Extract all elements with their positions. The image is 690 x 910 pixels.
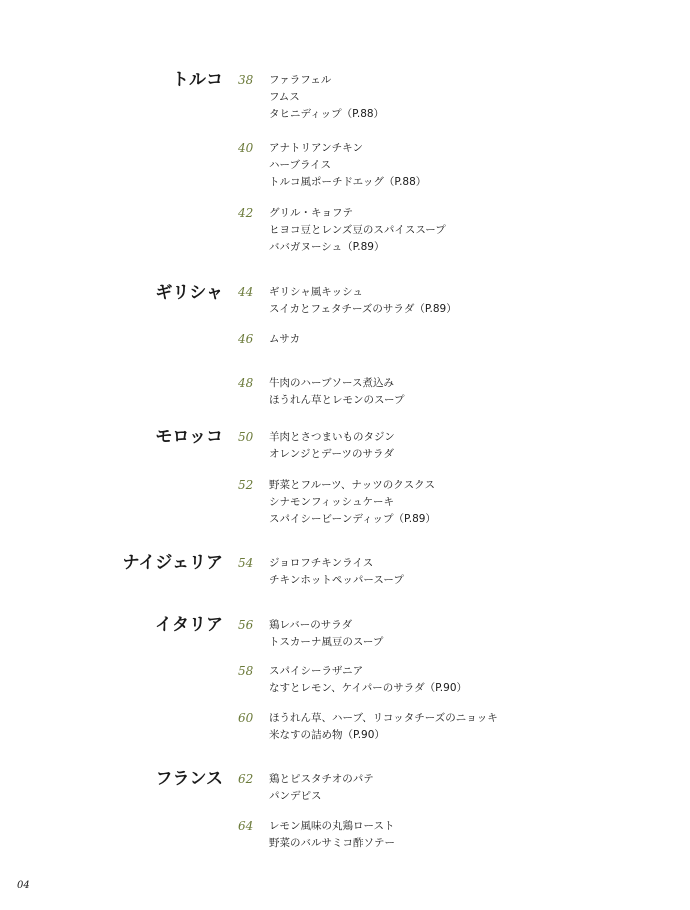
recipe-item: 米なすの詰め物（P.90）	[269, 729, 385, 741]
recipe-item: 野菜とフルーツ、ナッツのクスクス	[269, 479, 436, 491]
recipe-item: なすとレモン、ケイパーのサラダ（P.90）	[269, 682, 468, 694]
recipe-item: スイカとフェタチーズのサラダ（P.89）	[269, 303, 457, 315]
country-heading-greece: ギリシャ	[155, 283, 223, 303]
recipe-item: スパイシービーンディップ（P.89）	[269, 513, 436, 525]
recipe-item: スパイシーラザニア	[269, 665, 364, 677]
recipe-item: 牛肉のハーブソース煮込み	[269, 377, 394, 389]
recipe-item: アナトリアンチキン	[269, 142, 363, 154]
page-number: 62	[238, 772, 254, 786]
country-heading-turkey: トルコ	[172, 70, 223, 90]
page-number: 48	[238, 376, 254, 390]
country-heading-italy: イタリア	[155, 615, 223, 635]
recipe-item: フムス	[269, 91, 300, 103]
recipe-item: ヒヨコ豆とレンズ豆のスパイススープ	[269, 224, 446, 236]
recipe-item: ほうれん草とレモンのスープ	[269, 394, 405, 406]
page-number: 64	[238, 819, 254, 833]
recipe-item: トルコ風ポーチドエッグ（P.88）	[269, 176, 427, 188]
recipe-item: 鶏とピスタチオのパテ	[269, 773, 374, 785]
recipe-item: オレンジとデーツのサラダ	[269, 448, 394, 460]
page-number: 54	[238, 556, 254, 570]
page-number: 60	[238, 711, 254, 725]
recipe-item: ムサカ	[269, 333, 301, 345]
recipe-item: ジョロフチキンライス	[269, 557, 374, 569]
recipe-item: レモン風味の丸鶏ロースト	[269, 820, 395, 832]
recipe-item: 野菜のバルサミコ酢ソテー	[269, 837, 395, 849]
page-number: 58	[238, 664, 254, 678]
recipe-item: グリル・キョフテ	[269, 207, 353, 219]
page-number: 46	[238, 332, 254, 346]
country-heading-france: フランス	[155, 769, 223, 789]
recipe-item: ハーブライス	[269, 159, 332, 171]
recipe-item: 羊肉とさつまいものタジン	[269, 431, 395, 443]
page-number: 42	[238, 206, 254, 220]
recipe-item: パンデピス	[269, 790, 322, 802]
recipe-item: タヒニディップ（P.88）	[269, 108, 385, 120]
recipe-item: ファラフェル	[269, 74, 332, 86]
page-number: 56	[238, 618, 254, 632]
page-number: 40	[238, 141, 254, 155]
country-heading-nigeria: ナイジェリア	[122, 553, 223, 573]
recipe-item: トスカーナ風豆のスープ	[269, 636, 384, 648]
page-number: 38	[238, 73, 254, 87]
page-number: 50	[238, 430, 254, 444]
page-number: 52	[238, 478, 254, 492]
country-heading-morocco: モロッコ	[155, 427, 223, 447]
page-number: 44	[238, 285, 254, 299]
recipe-item: ほうれん草、ハーブ、リコッタチーズのニョッキ	[269, 712, 498, 724]
recipe-item: シナモンフィッシュケーキ	[269, 496, 394, 508]
recipe-item: ギリシャ風キッシュ	[269, 286, 363, 298]
recipe-item: チキンホットペッパースープ	[269, 574, 404, 586]
recipe-item: ババガヌーシュ（P.89）	[269, 241, 385, 253]
folio-page-number: 04	[17, 880, 30, 891]
recipe-item: 鶏レバーのサラダ	[269, 619, 353, 631]
